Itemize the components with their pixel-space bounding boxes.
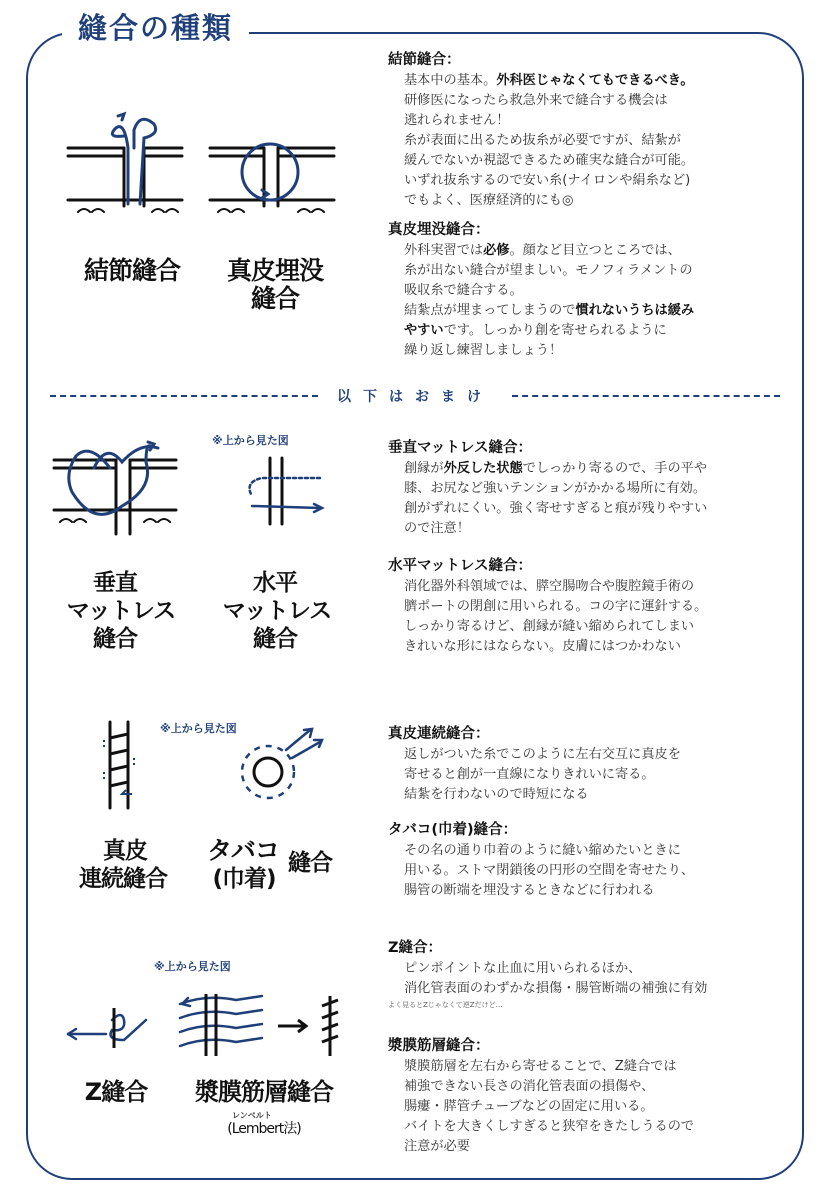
text-line: やすいです。しっかり創を寄せられるように [404, 323, 667, 338]
label-horizontal-mattress-line1: 水平 [253, 570, 297, 596]
text-line: 漿膜筋層を左右から寄せることで、Z縫合では [404, 1059, 677, 1074]
section-buried [388, 220, 788, 361]
text-line: 吸収糸で縫合する。 [404, 283, 523, 298]
buried-suture-illustration [206, 108, 336, 228]
section-seromuscular [388, 1036, 788, 1157]
label-continuous-line1: 真皮 [103, 838, 147, 864]
label-interrupted-suture: 結節縫合 [83, 256, 180, 285]
top-view-note-2: ※上から見た図 [160, 722, 237, 735]
section-title: 垂直マットレス縫合： [388, 440, 532, 456]
section-title: 結節縫合： [388, 52, 461, 68]
seromuscular-illustration [176, 992, 346, 1062]
text-line: バイトを大きくしすぎると狭窄をきたしうるので [404, 1119, 695, 1134]
small-note: よく見るとZじゃなくて逆Zだけど… [388, 1001, 503, 1009]
section-horizontal-mattress [388, 556, 788, 657]
section-title: 漿膜筋層縫合： [388, 1038, 490, 1054]
top-view-note-3: ※上から見た図 [154, 960, 231, 973]
z-suture-illustration [66, 1000, 166, 1050]
label-vertical-mattress-line3: 縫合 [93, 626, 137, 652]
text-line: 臍ポートの閉創に用いられる。コの字に運針する。 [404, 599, 708, 614]
label-seromuscular: 漿膜筋層縫合 [195, 1078, 333, 1106]
text-line: でもよく、医療経済的にも◎ [404, 193, 574, 208]
label-lembert: (Lembert法) [227, 1121, 301, 1137]
top-view-note-1: ※上から見た図 [212, 434, 289, 447]
section-title: 真皮連続縫合： [388, 726, 490, 742]
text-line: 創縁が外反した状態でしっかり寄るので、手の平や [404, 461, 708, 476]
continuous-suture-illustration [96, 720, 146, 810]
label-continuous-line2: 連続縫合 [79, 866, 167, 892]
purse-string-illustration [228, 728, 328, 808]
label-buried-suture-line1: 真皮埋没 [226, 256, 323, 285]
text-line: 消化器外科領域では、膵空腸吻合や腹腔鏡手術の [404, 579, 695, 594]
text-line: 注意が必要 [404, 1139, 470, 1154]
text-line: その名の通り巾着のように縫い縮めたいときに [404, 843, 681, 858]
horizontal-mattress-illustration [240, 456, 340, 526]
text-line: 基本中の基本。外科医じゃなくてもできるべき。 [404, 73, 694, 88]
text-line: 返しがついた糸でこのように左右交互に真皮を [404, 747, 681, 762]
vertical-mattress-illustration [50, 438, 180, 538]
text-line: 腸管の断端を埋没するときなどに行われる [404, 883, 655, 898]
label-lembert-ruby: レンベルト [232, 1111, 272, 1120]
label-buried-suture-line2: 縫合 [250, 284, 299, 313]
divider-label: 以下はおまけ [337, 389, 493, 405]
text-line: 消化管表面のわずかな損傷・腸管断端の補強に有効 [404, 981, 708, 996]
section-title: 真皮埋没縫合： [388, 222, 490, 238]
text-line: 創がずれにくい。強く寄せすぎると痕が残りやすい [404, 501, 708, 516]
interrupted-suture-illustration [64, 108, 184, 228]
page-title: 縫合の種類 [78, 11, 234, 45]
section-title: タバコ(巾着)縫合： [388, 822, 518, 838]
text-line: 補強できない長さの消化管表面の損傷や、 [404, 1079, 655, 1094]
section-interrupted [388, 50, 788, 211]
section-title: 水平マットレス縫合： [388, 558, 532, 574]
label-z-suture: Z縫合 [84, 1078, 148, 1106]
text-line: 用いる。ストマ閉鎖後の円形の空間を寄せたり、 [404, 863, 695, 878]
text-line: しっかり寄るけど、創縁が縫い縮められてしまい [404, 619, 695, 634]
label-purse-line1: タバコ [207, 836, 279, 865]
text-line: 膝、お尻など強いテンションがかかる場所に有効。 [404, 481, 707, 496]
bonus-divider [50, 386, 780, 406]
section-vertical-mattress [388, 438, 788, 539]
text-line: ピンポイントな止血に用いられるほか、 [404, 961, 642, 976]
text-line: 寄せると創が一直線になりきれいに寄る。 [404, 767, 655, 782]
label-vertical-mattress-line2: マットレス [66, 598, 176, 624]
text-line: 腸瘻・膵管チューブなどの固定に用いる。 [404, 1099, 654, 1114]
title-banner [62, 8, 249, 48]
text-line: 糸が表面に出るため抜糸が必要ですが、結紮が [404, 133, 681, 148]
label-vertical-mattress-line1: 垂直 [93, 570, 137, 596]
section-purse-string [388, 820, 788, 901]
label-purse-line2: (巾着) [212, 866, 276, 892]
text-line: 繰り返し練習しましょう！ [404, 343, 563, 358]
text-line: 糸が出ない縫合が望ましい。モノフィラメントの [404, 263, 693, 278]
text-line: 逃れられません！ [404, 113, 510, 128]
text-line: 緩んでないか視認できるため確実な縫合が可能。 [404, 153, 695, 168]
section-continuous [388, 724, 788, 805]
text-line: 外科実習では必修。顔など目立つところでは、 [404, 243, 681, 258]
text-line: ので注意！ [404, 521, 470, 536]
text-line: 研修医になったら救急外来で縫合する機会は [404, 93, 668, 108]
text-line: 結紮を行わないので時短になる [404, 787, 589, 802]
label-horizontal-mattress-line3: 縫合 [253, 626, 297, 652]
section-title: Z縫合： [388, 940, 443, 956]
text-line: きれいな形にはならない。皮膚にはつかわない [404, 639, 681, 654]
label-horizontal-mattress-line2: マットレス [222, 598, 332, 624]
label-purse-line3: 縫合 [288, 850, 332, 876]
text-line: いずれ抜糸するので安い糸(ナイロンや絹糸など) [404, 173, 691, 188]
section-z-suture [388, 938, 788, 1011]
text-line: 結紮点が埋まってしまうので慣れないうちは緩み [404, 303, 695, 318]
